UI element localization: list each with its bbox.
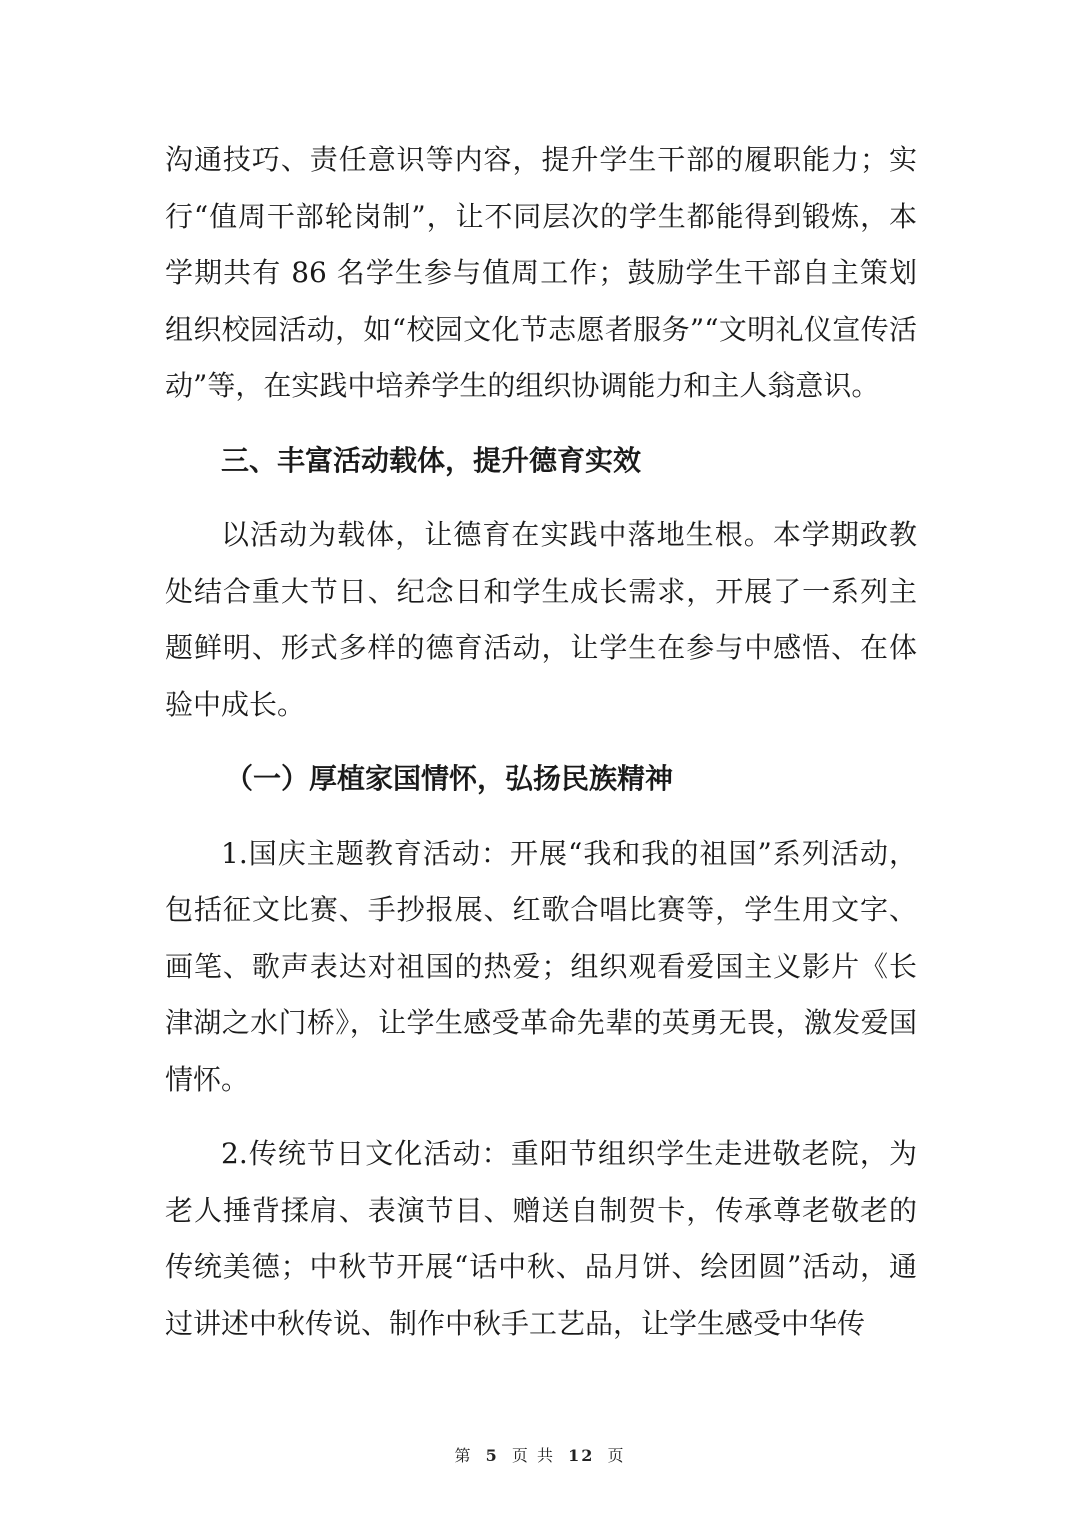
paragraph-item-2: 2.传统节日文化活动：重阳节组织学生走进敬老院，为老人捶背揉肩、表演节目、赠送自制贺卡，传承尊老敬老的传统美德；中秋节开展“话中秋、品月饼、绘团圆”活动，通过讲述中秋传说、制作中秋手工艺品，让学生感受中华传 <box>165 1137 917 1340</box>
subsection-heading-1: （一）厚植家国情怀，弘扬民族精神 <box>225 762 674 795</box>
footer-total-pages: 12 <box>568 1446 595 1465</box>
section-heading-3: 三、丰富活动载体，提升德育实效 <box>221 443 642 477</box>
paragraph-item-1: 1.国庆主题教育活动：开展“我和我的祖国”系列活动，包括征文比赛、手抄报展、红歌合唱比赛等，学生用文字、画笔、歌声表达对祖国的热爱；组织观看爱国主义影片《长津湖之水门桥》，让学生感受革命先辈的英勇无畏，激发爱国情怀。 <box>165 836 917 1096</box>
document-body <box>165 132 917 1352</box>
page-footer <box>0 1443 1080 1466</box>
footer-suffix: 页 <box>607 1446 626 1465</box>
footer-middle: 页 共 <box>511 1446 555 1465</box>
paragraph-intro: 以活动为载体，让德育在实践中落地生根。本学期政教处结合重大节日、纪念日和学生成长需求，开展了一系列主题鲜明、形式多样的德育活动，让学生在参与中感悟、在体验中成长。 <box>165 518 917 721</box>
footer-page-number: 5 <box>485 1446 499 1465</box>
footer-prefix: 第 <box>454 1446 473 1465</box>
paragraph-continuation: 沟通技巧、责任意识等内容，提升学生干部的履职能力；实行“值周干部轮岗制”，让不同层次的学生都能得到锻炼，本学期共有 86 名学生参与值周工作；鼓励学生干部自主策划组织校园活动，如“校园文化节志愿者服务”“文明礼仪宣传活动”等，在实践中培养学生的组织协调能力和主人翁意识。 <box>165 143 917 402</box>
